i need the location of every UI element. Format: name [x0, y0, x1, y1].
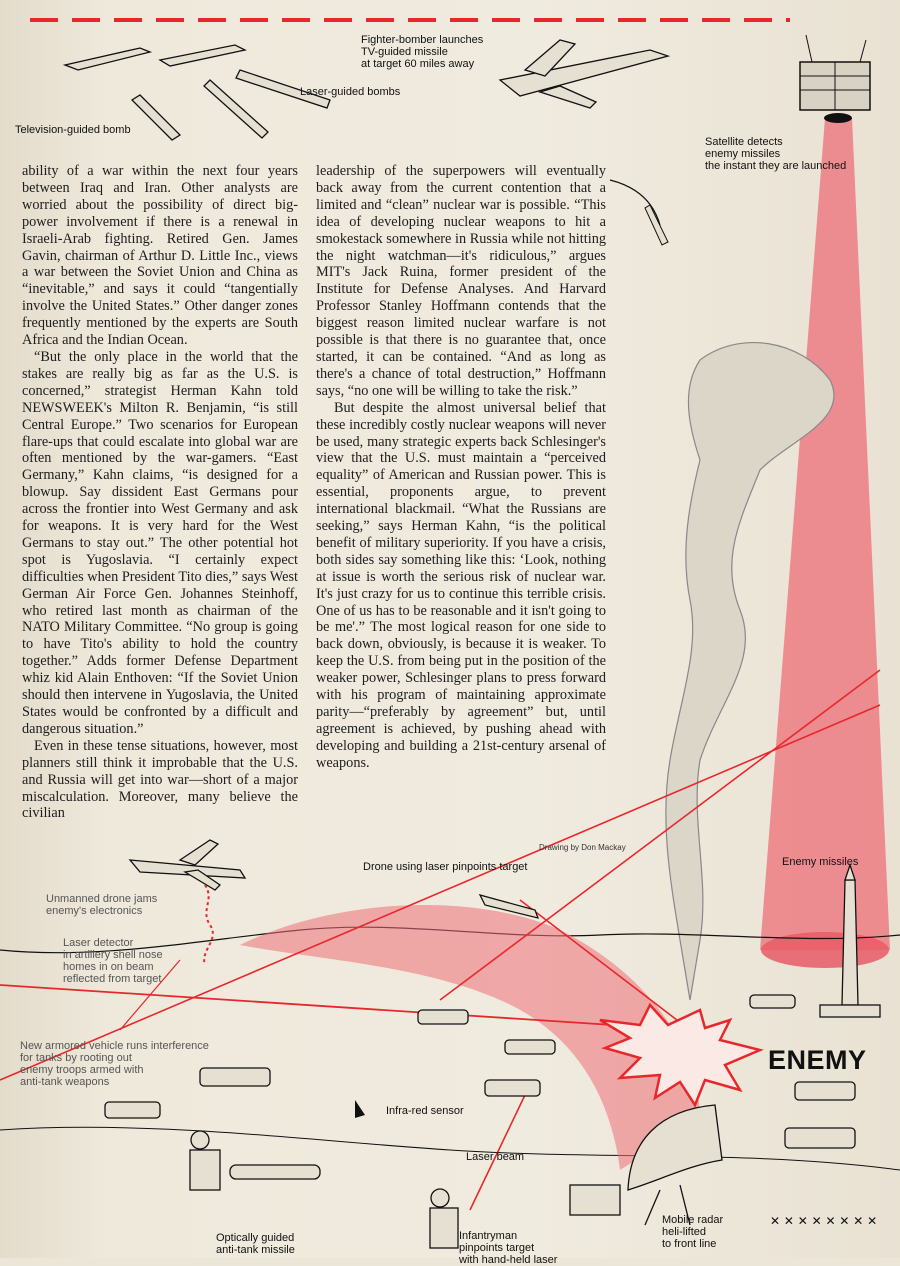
satellite-icon: [800, 35, 870, 123]
jet-icon-1: [65, 48, 150, 70]
article-paragraph: ability of a war within the next four years between Iraq and Iran. Other analysts are worried about the possibility of direct big-power involvement if there is a renewal in Israeli-Arab fighting. Retired Gen. James Gavin, chairman of Arthur D. Little Inc., views a war between the Soviet Union and China as “inevitable,” and says it could “tangentially involve the United States.” Other danger zones frequently mentioned by the experts are South Africa and the Indian Ocean.: [22, 163, 298, 349]
satellite-beam: [760, 118, 890, 950]
jamming-signal: [204, 885, 213, 965]
radar-box-icon: [570, 1185, 620, 1215]
caption-television-guided-bomb: Television-guided bomb: [15, 124, 131, 136]
soldier-icon: [191, 1131, 209, 1149]
infantryman-icon: [431, 1189, 449, 1207]
caption-infrared-sensor: Infra-red sensor: [386, 1105, 464, 1117]
tank-icon: [105, 1102, 160, 1118]
armored-vehicle-icon: [200, 1068, 270, 1086]
caption-enemy-missiles: Enemy missiles: [782, 856, 859, 868]
tank-icon: [418, 1010, 468, 1024]
fighter-bomber-icon: [500, 50, 668, 96]
soldier-group: [190, 1131, 458, 1248]
caption-laser-beam: Laser beam: [466, 1151, 525, 1163]
article-paragraph: “But the only place in the world that the stakes are really big as far as the U.S. is concerned,” strategist Herman Kahn told NEWSWEEK's Milton R. Benjamin, “is still Central Europe.” Two scenarios for European flare-ups that could escalate into global war are often mentioned by the war-gamers. “East Germany,” Kahn claims, “is designed for a blowup. Say dissident East Germans pour across the frontier into West Germany and ask for weapons. It is very hard for the West Germans to stay out.” The other potential hot spot is Yugoslavia. “I certainly expect difficulties when President Tito dies,” says West German Air Force Gen. Johannes Steinhoff, who retired last month as chairman of the NATO Military Committee. “No group is going to have Tito's ability to hold the country together.” Adds former Defense Department whiz kid Alain Enthoven: “If the Soviet Union should then intervene in Yugoslavia, the United States would be confronted by a difficult and dangerous situation.”: [22, 348, 298, 737]
caption-laser-guided-bombs: Laser-guided bombs: [300, 86, 401, 98]
article-paragraph: But despite the almost universal belief that these incredibly costly nuclear weapons will never be used, many strategic experts back Schlesinger's view that the U.S. must maintain a “perceived equality” of American and Russian power. This is essential, proponents argue, to prevent international blackmail. “What the Russians are seeking,” says Herman Kahn, “is the political benefit of military superiority. If you have a crisis, both sides say something like this: ‘Look, nothing at issue is worth the serious risk of nuclear war. It's just crazy for us to continue this terrible crisis. One of us has to be reasonable and it isn't going to be me'.” The most logical reason for one side to back down, obviously, is because it is weaker. To keep the U.S. from being put in the position of the weaker power, Schlesinger plans to press forward with his program of maintaining approximate parity—“preferably by agreement” but, until agreement is achieved, by pushing ahead with developing and building a 21st-century arsenal of weapons.: [316, 399, 606, 771]
article-paragraph: Even in these tense situations, however, most planners still think it improbable that the U.S. and Russia will get into war—short of a major miscalculation. Moreover, many believe the civilian: [22, 737, 298, 822]
article-column-1: [22, 163, 298, 822]
tank-icon: [505, 1040, 555, 1054]
caption-armored-vehicle: New armored vehicle runs interference for tanks by rooting out enemy troops armed with anti-tank weapons: [20, 1040, 209, 1088]
infrared-sensor-icon: [355, 1100, 365, 1118]
tank-group: [105, 995, 855, 1148]
caption-laser-detector: Laser detector in artillery shell nose homes in on beam reflected from target: [63, 937, 163, 985]
barbed-wire: ✕ ✕ ✕ ✕ ✕ ✕ ✕ ✕: [770, 1214, 878, 1228]
tank-icon: [785, 1128, 855, 1148]
caption-mobile-radar: Mobile radar heli-lifted to front line: [662, 1214, 724, 1250]
enemy-label: ENEMY: [768, 1045, 867, 1075]
caption-unmanned-drone: Unmanned drone jams enemy's electronics: [46, 893, 158, 917]
tank-icon: [750, 995, 795, 1008]
caption-optically-guided: Optically guided anti-tank missile: [216, 1232, 295, 1256]
caption-satellite: Satellite detects enemy missiles the instant they are launched: [705, 136, 847, 172]
tank-icon: [485, 1080, 540, 1096]
jet-icon-2: [160, 45, 245, 66]
caption-infantryman: Infantryman pinpoints target with hand-held laser: [459, 1230, 558, 1266]
tank-icon: [795, 1082, 855, 1100]
article-column-2: [316, 163, 606, 772]
ground-line: [0, 1127, 900, 1170]
illustration-credit: Drawing by Don Mackay: [539, 843, 626, 852]
caption-fighter-bomber: Fighter-bomber launches TV-guided missile at target 60 miles away: [361, 34, 484, 70]
tv-bomb-icon: [132, 95, 180, 140]
caption-drone-laser: Drone using laser pinpoints target: [363, 861, 528, 873]
drone-plane-icon: [130, 840, 245, 890]
laser-bomb-icon-1: [204, 80, 268, 138]
falling-missile-icon: [645, 205, 668, 245]
article-paragraph: leadership of the superpowers will eventually back away from the current contention that a limited and “clean” nuclear war is possible. “This idea of developing nuclear weapons to hit a smokestack somewhere in Russia while not hitting the night watchman—it's ridiculous,” argues MIT's Jack Ruina, former president of the Institute for Defense Analyses. And Harvard Professor Stanley Hoffmann contends that the biggest reason limited nuclear warfare is not possible is that there is no guarantee that, once started, it can be contained. “And as long as there's a chance of total destruction,” Hoffmann says, “no one will be willing to take the risk.”: [316, 163, 606, 399]
anti-tank-launcher-icon: [230, 1165, 320, 1179]
